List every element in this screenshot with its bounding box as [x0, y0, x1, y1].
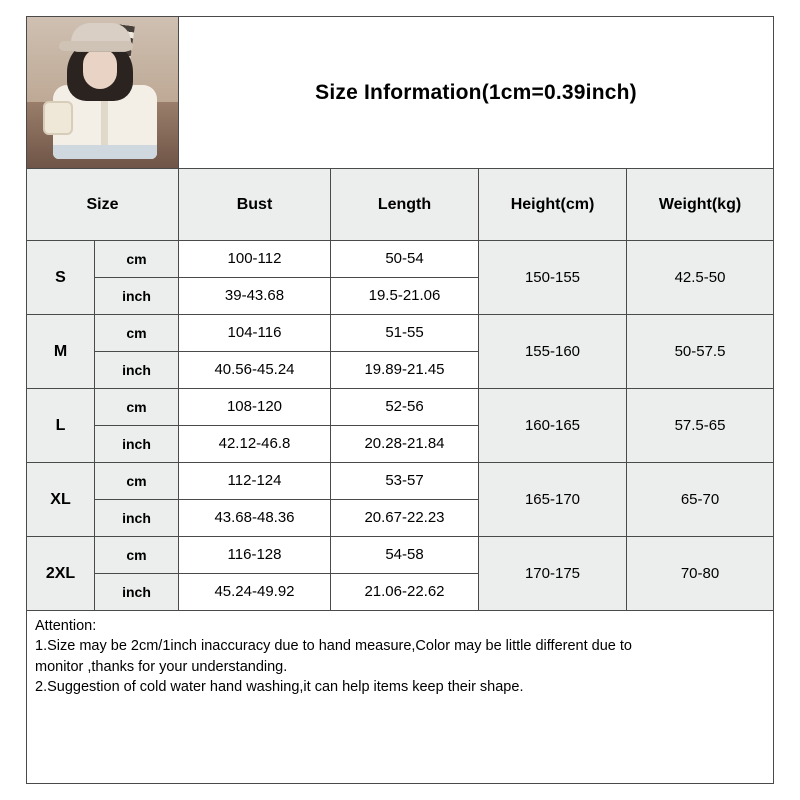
row-bust-inch-line	[95, 500, 330, 537]
unit-label-inch: inch	[95, 352, 179, 389]
value-bust-cm: 100-112	[179, 241, 330, 277]
product-photo-image	[27, 17, 178, 168]
unit-label-cm: cm	[95, 463, 179, 499]
table-header-row	[27, 169, 773, 241]
unit-label-cm: cm	[95, 537, 179, 573]
value-bust-cm: 116-128	[179, 537, 330, 573]
chart-title-cell	[179, 17, 773, 168]
row-length-group	[331, 463, 479, 536]
product-photo	[27, 17, 179, 168]
value-bust-inch: 42.12-46.8	[179, 426, 330, 463]
row-size-label: 2XL	[27, 537, 95, 610]
value-weight: 57.5-65	[627, 389, 773, 462]
column-header-height: Height(cm)	[479, 169, 627, 240]
row-bust-group	[95, 537, 331, 610]
value-length-inch: 20.28-21.84	[331, 426, 478, 463]
photo-model-face	[83, 49, 117, 89]
attention-heading: Attention:	[35, 618, 97, 634]
value-bust-cm: 112-124	[179, 463, 330, 499]
unit-label-inch: inch	[95, 500, 179, 537]
column-header-length: Length	[331, 169, 479, 240]
row-bust-inch-line	[95, 574, 330, 611]
row-size-label: M	[27, 315, 95, 388]
photo-bag	[43, 101, 73, 135]
row-size-label: S	[27, 241, 95, 314]
row-bust-inch-line	[95, 278, 330, 315]
row-size-label: XL	[27, 463, 95, 536]
value-length-cm: 50-54	[331, 241, 478, 278]
attention-line-3: 2.Suggestion of cold water hand washing,it can help items keep their shape.	[35, 679, 524, 696]
row-bust-cm-line	[95, 241, 330, 278]
row-bust-group	[95, 389, 331, 462]
photo-jacket-hem	[53, 145, 157, 159]
row-bust-inch-line	[95, 352, 330, 389]
row-bust-group	[95, 315, 331, 388]
page-title: Size Information(1cm=0.39inch)	[315, 80, 637, 104]
row-bust-group	[95, 241, 331, 314]
row-length-group	[331, 389, 479, 462]
row-size-label: L	[27, 389, 95, 462]
size-chart-table	[26, 16, 774, 784]
value-length-inch: 19.5-21.06	[331, 278, 478, 315]
table-row	[27, 537, 773, 611]
attention-line-1: 1.Size may be 2cm/1inch inaccuracy due to hand measure,Color may be little different due to	[35, 638, 632, 655]
table-row	[27, 241, 773, 315]
value-weight: 70-80	[627, 537, 773, 610]
value-bust-inch: 45.24-49.92	[179, 574, 330, 611]
value-height: 165-170	[479, 463, 627, 536]
row-bust-cm-line	[95, 315, 330, 352]
row-bust-group	[95, 463, 331, 536]
row-bust-cm-line	[95, 537, 330, 574]
attention-block	[27, 611, 773, 698]
value-height: 170-175	[479, 537, 627, 610]
unit-label-cm: cm	[95, 389, 179, 425]
attention-line-2: monitor ,thanks for your understanding.	[35, 658, 288, 675]
value-bust-inch: 39-43.68	[179, 278, 330, 315]
value-weight: 50-57.5	[627, 315, 773, 388]
column-header-bust: Bust	[179, 169, 331, 240]
row-length-group	[331, 315, 479, 388]
table-row	[27, 389, 773, 463]
value-length-inch: 19.89-21.45	[331, 352, 478, 389]
unit-label-inch: inch	[95, 574, 179, 611]
value-length-inch: 20.67-22.23	[331, 500, 478, 537]
column-header-weight: Weight(kg)	[627, 169, 773, 240]
unit-label-inch: inch	[95, 426, 179, 463]
value-height: 160-165	[479, 389, 627, 462]
value-length-cm: 54-58	[331, 537, 478, 574]
photo-model-cap	[71, 23, 131, 49]
row-bust-inch-line	[95, 426, 330, 463]
unit-label-inch: inch	[95, 278, 179, 315]
table-row	[27, 315, 773, 389]
row-length-group	[331, 537, 479, 610]
unit-label-cm: cm	[95, 315, 179, 351]
value-bust-cm: 108-120	[179, 389, 330, 425]
value-bust-cm: 104-116	[179, 315, 330, 351]
unit-label-cm: cm	[95, 241, 179, 277]
value-length-cm: 51-55	[331, 315, 478, 352]
value-length-cm: 52-56	[331, 389, 478, 426]
value-bust-inch: 43.68-48.36	[179, 500, 330, 537]
value-height: 150-155	[479, 241, 627, 314]
column-header-size: Size	[27, 169, 179, 240]
value-weight: 65-70	[627, 463, 773, 536]
chart-header-band	[27, 17, 773, 169]
row-bust-cm-line	[95, 389, 330, 426]
value-height: 155-160	[479, 315, 627, 388]
value-length-inch: 21.06-22.62	[331, 574, 478, 611]
table-row	[27, 463, 773, 537]
row-bust-cm-line	[95, 463, 330, 500]
value-length-cm: 53-57	[331, 463, 478, 500]
value-weight: 42.5-50	[627, 241, 773, 314]
row-length-group	[331, 241, 479, 314]
value-bust-inch: 40.56-45.24	[179, 352, 330, 389]
